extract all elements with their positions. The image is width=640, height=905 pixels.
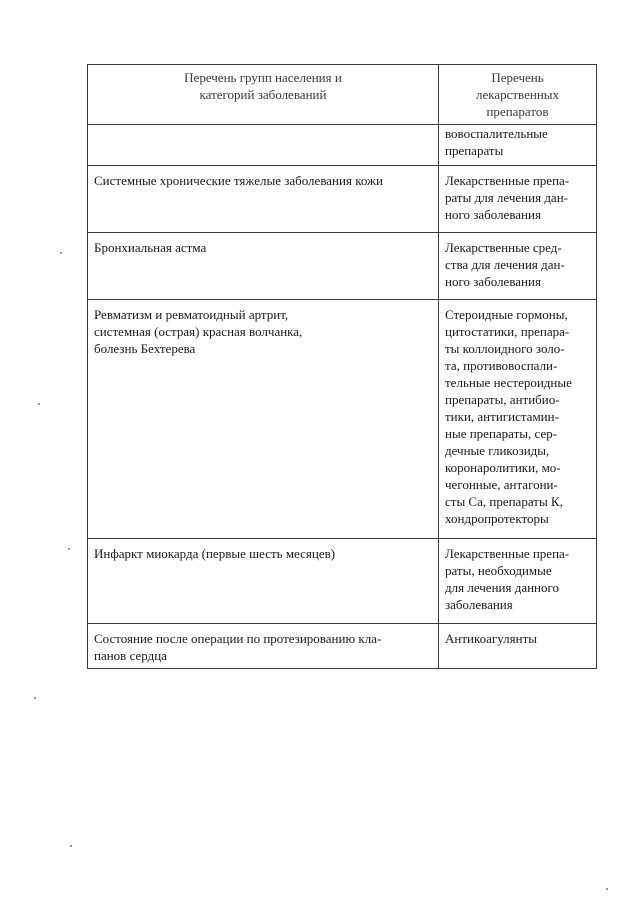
header-medications: Перечень лекарственных препаратов [439,65,597,125]
header-groups-categories: Перечень групп населения и категорий заболеваний [88,65,439,125]
table-row [88,125,597,166]
table-row [88,166,597,233]
scan-speck [38,403,40,405]
drugs-cell: Стероидные гормоны, цитостатики, препара- ты коллоидного золо- та, противовоспали- тельные нестероидные препараты, антибио- тики, антигистамин- ные препараты, сер- дечные гликозиды, коронаролитики, мо- чегонные, антагони- сты Са, препараты К, хондропротекторы [439,300,597,539]
group-cell: Состояние после операции по протезированию кла- панов сердца [88,624,439,669]
group-cell: Ревматизм и ревматоидный артрит, системная (острая) красная волчанка, болезнь Бехтерева [88,300,439,539]
scan-speck [34,697,36,699]
table-row [88,233,597,300]
group-cell: Бронхиальная астма [88,233,439,300]
scan-speck [68,548,70,550]
scan-speck [60,252,62,254]
group-cell: Системные хронические тяжелые заболевания кожи [88,166,439,233]
drugs-cell: Лекарственные препа- раты для лечения дан- ного заболевания [439,166,597,233]
drugs-cell: Лекарственные сред- ства для лечения дан- ного заболевания [439,233,597,300]
table-row [88,539,597,624]
table-row [88,624,597,669]
drugs-cell: вовоспалительные препараты [439,125,597,166]
table-header-row [88,65,597,125]
drugs-cell: Лекарственные препа- раты, необходимые для лечения данного заболевания [439,539,597,624]
group-cell [88,125,439,166]
medications-table [87,64,597,669]
scan-speck [70,845,72,847]
scan-speck [606,888,608,890]
table-row [88,300,597,539]
group-cell: Инфаркт миокарда (первые шесть месяцев) [88,539,439,624]
drugs-cell: Антикоагулянты [439,624,597,669]
